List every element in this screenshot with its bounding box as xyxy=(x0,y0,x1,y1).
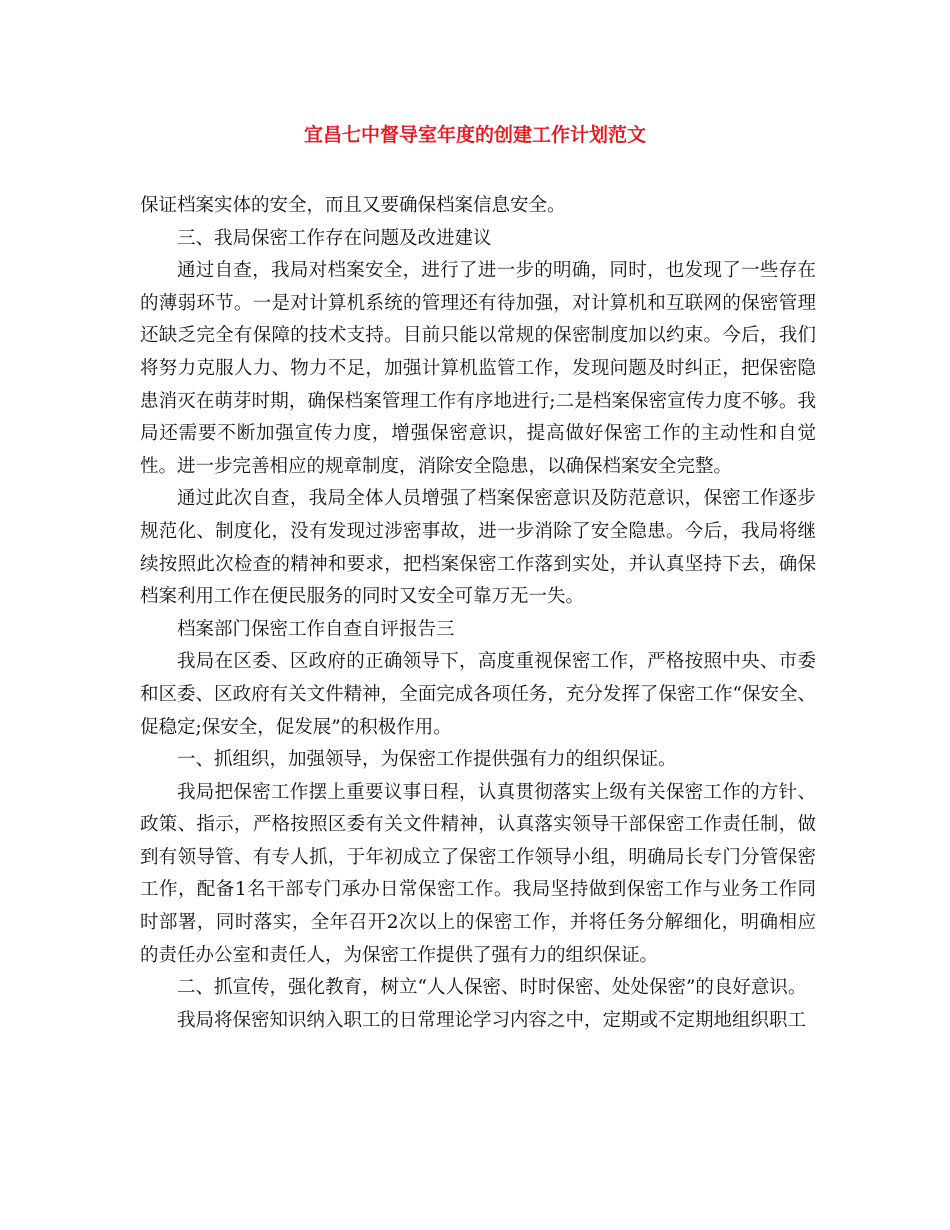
document-body xyxy=(140,190,816,1037)
paragraph: 保证档案实体的安全，而且又要确保档案信息安全。 xyxy=(140,195,566,216)
paragraph: 通过自查，我局对档案安全，进行了进一步的明确，同时，也发现了一些存在的薄弱环节。一是对计算机系统的管理还有待加强，对计算机和互联网的保密管理还缺乏完全有保障的技术支持。目前只能以常规的保密制度加以约束。今后，我们将努力克服人力、物力不足，加强计算机监管工作，发现问题及时纠正，把保密隐患消灭在萌芽时期，确保档案管理工作有序地进行;二是档案保密宣传力度不够。我局还需要不断加强宣传力度，增强保密意识，提高做好保密工作的主动性和自觉性。进一步完善相应的规章制度，消除安全隐患，以确保档案安全完整。 xyxy=(140,260,816,477)
paragraph: 我局在区委、区政府的正确领导下，高度重视保密工作，严格按照中央、市委和区委、区政府有关文件精神，全面完成各项任务，充分发挥了保密工作“保安全、促稳定;保安全，促发展”的积极作用。 xyxy=(140,651,816,738)
paragraph: 我局将保密知识纳入职工的日常理论学习内容之中，定期或不定期地组织职工 xyxy=(177,1009,807,1031)
section-heading: 档案部门保密工作自查自评报告三 xyxy=(177,618,455,640)
section-heading: 一、抓组织，加强领导，为保密工作提供强有力的组织保证。 xyxy=(177,749,677,771)
section-heading: 三、我局保密工作存在问题及改进建议 xyxy=(177,227,492,249)
paragraph: 通过此次自查，我局全体人员增强了档案保密意识及防范意识，保密工作逐步规范化、制度化，没有发现过涉密事故，进一步消除了安全隐患。今后，我局将继续按照此次检查的精神和要求，把档案保密工作落到实处，并认真坚持下去，确保档案利用工作在便民服务的同时又安全可靠万无一失。 xyxy=(140,488,816,608)
paragraph: 我局把保密工作摆上重要议事日程，认真贯彻落实上级有关保密工作的方针、政策、指示，严格按照区委有关文件精神，认真落实领导干部保密工作责任制，做到有领导管、有专人抓，于年初成立了保密工作领导小组，明确局长专门分管保密工作，配备1名干部专门承办日常保密工作。我局坚持做到保密工作与业务工作同时部署，同时落实，全年召开2次以上的保密工作，并将任务分解细化，明确相应的责任办公室和责任人，为保密工作提供了强有力的组织保证。 xyxy=(140,781,816,966)
section-heading: 二、抓宣传，强化教育，树立“人人保密、时时保密、处处保密”的良好意识。 xyxy=(177,977,807,999)
document-title: 宜昌七中督导室年度的创建工作计划范文 xyxy=(303,124,646,146)
